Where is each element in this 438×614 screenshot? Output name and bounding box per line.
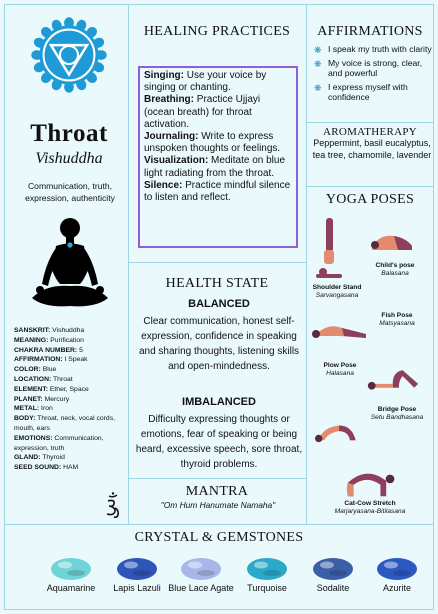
imbalanced-text: Difficulty expressing thoughts or emotions, fear of speaking or being heard, excessive speech, sore throat, thyroid problems.	[135, 414, 303, 470]
aromatherapy-text: Peppermint, basil eucalyptus, tea tree, chamomile, lavender	[312, 138, 432, 160]
affirmation-text: My voice is strong, clear, and powerful	[328, 57, 423, 78]
healing-practices-box	[138, 66, 298, 248]
fact-key: GLAND:	[14, 454, 41, 462]
crystal-label: Lapis Lazuli	[113, 583, 161, 593]
childs-pose-figure	[368, 228, 418, 252]
fact-row	[14, 365, 126, 375]
affirmations-list	[314, 44, 432, 106]
bridge-pose-figure	[310, 420, 368, 444]
fact-key: SEED SOUND:	[14, 464, 62, 472]
plow-pose-figure	[364, 366, 422, 392]
pose-sanskrit: Setu Bandhasana	[370, 414, 424, 421]
chakra-petal	[64, 17, 74, 28]
mantra-text: "Om Hum Hanumate Namaha"	[160, 500, 276, 510]
crystal-image	[46, 554, 96, 582]
lotus-bullet-icon: ❋	[314, 45, 322, 55]
fact-value: Blue	[40, 366, 57, 374]
divider-aroma	[306, 122, 434, 123]
pose-name: Cat-Cow Stretch	[344, 500, 396, 507]
pose-label-cat-cow	[310, 500, 430, 516]
fact-key: ELEMENT:	[14, 385, 48, 393]
chakra-subtitle: Vishuddha	[35, 150, 103, 167]
fact-row	[14, 395, 126, 405]
fact-key: PLANET:	[14, 395, 43, 403]
fact-value: Ether, Space	[47, 385, 89, 393]
chakra-title: Throat	[30, 120, 108, 147]
pose-sanskrit: Sarvangasana	[315, 292, 359, 299]
crystal-image	[112, 554, 162, 582]
fact-key: CHAKRA NUMBER:	[14, 346, 78, 354]
meditating-figure-icon	[26, 214, 114, 318]
crystal-label: Blue Lace Agate	[168, 583, 234, 593]
fact-value: Vishuddha	[50, 327, 85, 334]
affirmation-item	[314, 82, 432, 103]
crystal-label: Azurite	[382, 583, 411, 593]
divider-health	[128, 262, 306, 263]
fish-pose-figure	[310, 318, 370, 340]
pose-sanskrit: Halasana	[326, 370, 354, 377]
crystal-label: Turquoise	[247, 583, 287, 593]
pose-label-childs	[364, 262, 426, 278]
practice-key: Singing:	[144, 70, 184, 81]
imbalanced-heading: IMBALANCED	[182, 396, 256, 408]
fact-value: Communication, expression, truth	[14, 434, 104, 452]
practice-item	[144, 70, 292, 94]
fact-key: MEANING:	[14, 336, 49, 344]
fact-key: AFFIRMATION:	[14, 356, 63, 364]
pose-name: Fish Pose	[381, 312, 413, 319]
practice-text: Use your voice by singing or chanting.	[144, 70, 267, 94]
affirmations-title: AFFIRMATIONS	[317, 24, 423, 39]
crystal-image	[176, 554, 226, 582]
pose-label-plow	[312, 362, 368, 378]
om-symbol-icon	[103, 492, 121, 520]
lotus-bullet-icon: ❋	[314, 82, 322, 93]
practice-item	[144, 180, 292, 204]
pose-name: Bridge Pose	[377, 406, 417, 413]
fact-value: Throat	[51, 375, 73, 383]
balanced-text: Clear communication, honest self-expression, confidence in speaking and sharing thoughts, listening skills and open-mindedness.	[138, 316, 300, 372]
vishuddha-chakra-symbol-icon	[28, 14, 110, 96]
fact-row	[14, 336, 126, 346]
yoga-poses-title: YOGA POSES	[325, 192, 415, 207]
fact-value: Mercury	[42, 395, 70, 403]
crystal-label: Sodalite	[316, 583, 350, 593]
pose-sanskrit: Marjaryasana-Bitilasana	[334, 508, 406, 515]
fact-value: I Speak	[62, 356, 88, 364]
lotus-bullet-icon: ❋	[314, 58, 322, 69]
fact-row	[14, 385, 126, 395]
fact-value: HAM	[61, 464, 79, 472]
crystal-image	[308, 554, 358, 582]
crystal-label: Aquamarine	[46, 583, 96, 593]
pose-label-bridge	[364, 406, 430, 422]
crystal-image	[372, 554, 422, 582]
fact-value: Thyroid	[40, 454, 65, 462]
fact-key: EMOTIONS:	[14, 434, 53, 442]
practice-key: Silence:	[144, 179, 183, 191]
fact-key: COLOR:	[14, 366, 41, 374]
practice-text: Meditate on blue light radiating from the throat.	[144, 155, 285, 179]
fact-key: SANSKRIT:	[14, 327, 51, 334]
practice-text: Practice Ujjayi (ocean breath) for throat activation.	[144, 94, 261, 130]
fact-row	[14, 404, 126, 414]
fact-row	[14, 453, 126, 463]
fact-value: 5	[77, 346, 83, 354]
practice-item	[144, 94, 292, 131]
pose-label-fish	[368, 312, 426, 328]
chakra-petal	[64, 81, 74, 92]
practice-text: Practice mindful silence to listen and reflect.	[144, 179, 291, 204]
fact-value: Purification	[48, 336, 84, 344]
divider-crystals	[4, 524, 434, 525]
fact-row	[14, 434, 126, 454]
fact-row	[14, 414, 126, 434]
practice-key: Breathing:	[144, 94, 194, 106]
fact-value: Throat, neck, vocal cords, mouth, ears	[14, 415, 115, 432]
practice-item	[144, 131, 292, 155]
pose-name: Child's pose	[375, 262, 415, 269]
pose-sanskrit: Balasana	[381, 270, 409, 277]
divider-mantra	[128, 478, 306, 479]
practice-key: Journaling:	[144, 131, 199, 143]
practice-text: Write to express unspoken thoughts or feelings.	[144, 131, 281, 155]
mantra-title: MANTRA	[185, 484, 249, 499]
cat-cow-figure	[338, 454, 396, 502]
divider-yoga	[306, 186, 434, 187]
fact-row	[14, 355, 126, 365]
divider-right	[306, 4, 307, 524]
crystals-title: CRYSTAL & GEMSTONES	[134, 530, 304, 545]
chakra-petal	[31, 50, 42, 60]
pose-name: Shoulder Stand	[312, 284, 362, 291]
pose-name: Plow Pose	[323, 362, 357, 369]
balanced-heading: BALANCED	[188, 298, 250, 310]
fact-value: Iron	[39, 405, 53, 413]
practice-key: Visualization:	[144, 155, 209, 167]
crystal-image	[242, 554, 292, 582]
chakra-petal	[95, 50, 106, 60]
practice-item	[144, 155, 292, 179]
pose-sanskrit: Matsyasana	[379, 320, 415, 327]
fact-key: METAL:	[14, 405, 40, 413]
affirmation-text: I express myself with confidence	[328, 81, 408, 102]
aromatherapy-title: AROMATHERAPY	[322, 126, 418, 138]
fact-row	[14, 463, 126, 473]
affirmation-item	[314, 58, 432, 79]
affirmation-item	[314, 44, 432, 55]
fact-key: BODY:	[14, 415, 36, 423]
healing-practices-title: HEALING PRACTICES	[143, 24, 291, 39]
affirmation-text: I speak my truth with clarity	[328, 44, 432, 54]
fact-row	[14, 375, 126, 385]
fact-key: LOCATION:	[14, 375, 52, 383]
fact-row	[14, 326, 126, 336]
health-state-title: HEALTH STATE	[165, 276, 269, 291]
fact-row	[14, 346, 126, 356]
shoulder-stand-figure	[314, 216, 344, 280]
chakra-summary: Communication, truth, expression, authenticity	[25, 181, 115, 203]
divider-left	[128, 4, 129, 524]
chakra-facts	[14, 326, 126, 473]
pose-label-shoulder-stand	[306, 284, 368, 300]
